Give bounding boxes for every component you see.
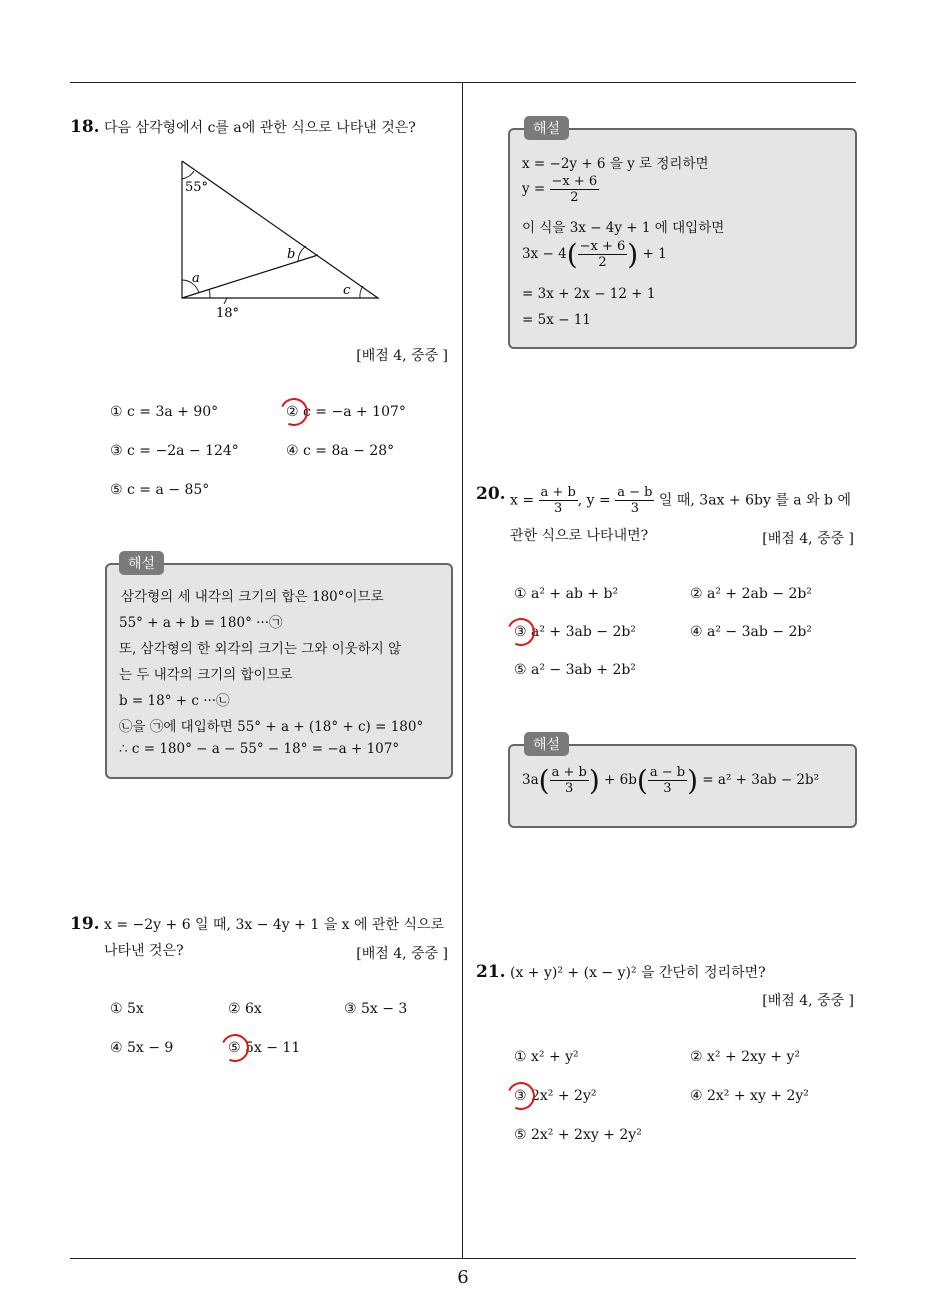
- fraction: [539, 485, 578, 516]
- solution-tag: 해설: [524, 116, 569, 140]
- solution-line: 이 식을 3x − 4y + 1 에 대입하면: [522, 220, 725, 236]
- solution-line: [522, 238, 667, 271]
- fraction-denominator: 2: [570, 190, 579, 205]
- option-1[interactable]: ① x² + y²: [514, 1049, 579, 1065]
- option-5[interactable]: ⑤ a² − 3ab + 2b²: [514, 662, 636, 678]
- option-3[interactable]: ③ a² + 3ab − 2b²: [514, 624, 636, 640]
- question-text: 관한 식으로 나타내면?: [510, 528, 649, 544]
- fraction-numerator: −x + 6: [551, 174, 598, 189]
- question-text: [510, 485, 851, 516]
- paren-right: ): [627, 238, 639, 271]
- top-rule: [70, 82, 856, 83]
- option-4[interactable]: ④ 5x − 9: [110, 1040, 174, 1056]
- solution-lhs: 3x − 4: [522, 246, 567, 262]
- y-lhs: , y =: [577, 492, 611, 509]
- angle-label-55: 55°: [185, 180, 209, 195]
- score-meta: [배점 4, 중중 ]: [356, 348, 448, 364]
- solution-box: [508, 737, 857, 828]
- fraction-numerator: a − b: [649, 765, 686, 780]
- fraction-numerator: a + b: [551, 765, 587, 780]
- fraction: [578, 239, 628, 270]
- solution-line: b = 18° + c ···㉡: [119, 693, 230, 709]
- option-1[interactable]: ① c = 3a + 90°: [110, 404, 219, 420]
- page-number: 6: [457, 1267, 469, 1288]
- solution-term: + 6b: [604, 772, 637, 788]
- answer-circle-mark: [217, 1030, 253, 1066]
- fraction: [550, 765, 589, 796]
- fraction-numerator: a − b: [617, 485, 653, 500]
- paren-left: (: [636, 764, 648, 797]
- answer-circle-mark: [503, 1078, 539, 1114]
- option-4[interactable]: ④ c = 8a − 28°: [286, 443, 395, 459]
- fraction: [615, 485, 654, 516]
- fraction-numerator: a + b: [540, 485, 576, 500]
- option-5[interactable]: ⑤ 2x² + 2xy + 2y²: [514, 1127, 642, 1143]
- question-number: 21.: [476, 962, 506, 982]
- solution-line: 또, 삼각형의 한 외각의 크기는 그와 이웃하지 않: [119, 641, 402, 657]
- angle-label-b: b: [287, 247, 296, 262]
- paren-left: (: [566, 238, 578, 271]
- solution-line: [522, 174, 599, 205]
- option-1[interactable]: ① 5x: [110, 1001, 144, 1017]
- question-number: 19.: [70, 914, 100, 934]
- x-lhs: x =: [510, 492, 535, 509]
- solution-tag: 해설: [524, 732, 569, 756]
- option-5[interactable]: ⑤ 5x − 11: [228, 1040, 301, 1056]
- triangle-figure: [170, 155, 390, 325]
- fraction-denominator: 3: [663, 781, 672, 796]
- solution-line: 는 두 내각의 크기의 합이므로: [119, 667, 293, 683]
- fraction-denominator: 3: [554, 501, 563, 516]
- answer-circle-mark: [276, 394, 312, 430]
- angle-label-c: c: [343, 283, 351, 298]
- solution-line: x = −2y + 6 을 y 로 정리하면: [522, 156, 709, 172]
- option-2[interactable]: ② x² + 2xy + y²: [690, 1049, 801, 1065]
- fraction-denominator: 3: [630, 501, 639, 516]
- solution-rhs: + 1: [642, 246, 667, 262]
- angle-label-a: a: [192, 271, 200, 286]
- question-number: 20.: [476, 484, 506, 504]
- solution-box: [508, 121, 857, 349]
- column-divider: [462, 83, 463, 1259]
- option-2[interactable]: ② c = −a + 107°: [286, 404, 406, 420]
- solution-term: 3a: [522, 772, 539, 788]
- fraction: [550, 174, 600, 205]
- fraction-denominator: 2: [598, 255, 607, 270]
- fraction: [648, 765, 687, 796]
- solution-line: [522, 764, 819, 797]
- option-2[interactable]: ② a² + 2ab − 2b²: [690, 586, 812, 602]
- solution-box: [105, 556, 453, 779]
- solution-lhs: y =: [522, 181, 546, 197]
- option-3[interactable]: ③ 2x² + 2y²: [514, 1088, 597, 1104]
- question-text: (x + y)² + (x − y)² 을 간단히 정리하면?: [510, 965, 766, 981]
- solution-line: ㉡을 ㉠에 대입하면 55° + a + (18° + c) = 180°: [119, 719, 424, 735]
- answer-circle-mark: [503, 614, 539, 650]
- bottom-rule: [70, 1258, 856, 1259]
- option-2[interactable]: ② 6x: [228, 1001, 262, 1017]
- question-text-tail: 일 때, 3ax + 6by 를 a 와 b 에: [658, 492, 851, 509]
- option-4[interactable]: ④ a² − 3ab − 2b²: [690, 624, 812, 640]
- score-meta: [배점 4, 중중 ]: [762, 993, 854, 1009]
- solution-line: 55° + a + b = 180° ···㉠: [119, 615, 283, 631]
- option-3[interactable]: ③ 5x − 3: [344, 1001, 408, 1017]
- option-3[interactable]: ③ c = −2a − 124°: [110, 443, 239, 459]
- solution-line: = 5x − 11: [522, 312, 591, 328]
- option-1[interactable]: ① a² + ab + b²: [514, 586, 619, 602]
- paren-right: ): [588, 764, 600, 797]
- angle-label-18: 18°: [216, 306, 240, 321]
- paren-left: (: [538, 764, 550, 797]
- solution-tag: 해설: [119, 551, 164, 575]
- fraction-numerator: −x + 6: [579, 239, 626, 254]
- score-meta: [배점 4, 중중 ]: [762, 531, 854, 547]
- solution-line: = 3x + 2x − 12 + 1: [522, 286, 656, 302]
- question-number: 18.: [70, 117, 100, 137]
- solution-rhs: = a² + 3ab − 2b²: [702, 772, 820, 788]
- question-text: 다음 삼각형에서 c를 a에 관한 식으로 나타낸 것은?: [104, 120, 416, 136]
- option-5[interactable]: ⑤ c = a − 85°: [110, 482, 210, 498]
- question-text: x = −2y + 6 일 때, 3x − 4y + 1 을 x 에 관한 식으로: [104, 917, 445, 933]
- paren-right: ): [687, 764, 698, 797]
- score-meta: [배점 4, 중중 ]: [356, 946, 448, 962]
- solution-line: 삼각형의 세 내각의 크기의 합은 180°이므로: [121, 589, 384, 605]
- option-4[interactable]: ④ 2x² + xy + 2y²: [690, 1088, 809, 1104]
- fraction-denominator: 3: [565, 781, 574, 796]
- solution-line: ∴ c = 180° − a − 55° − 18° = −a + 107°: [119, 741, 400, 757]
- question-text: 나타낸 것은?: [104, 943, 184, 959]
